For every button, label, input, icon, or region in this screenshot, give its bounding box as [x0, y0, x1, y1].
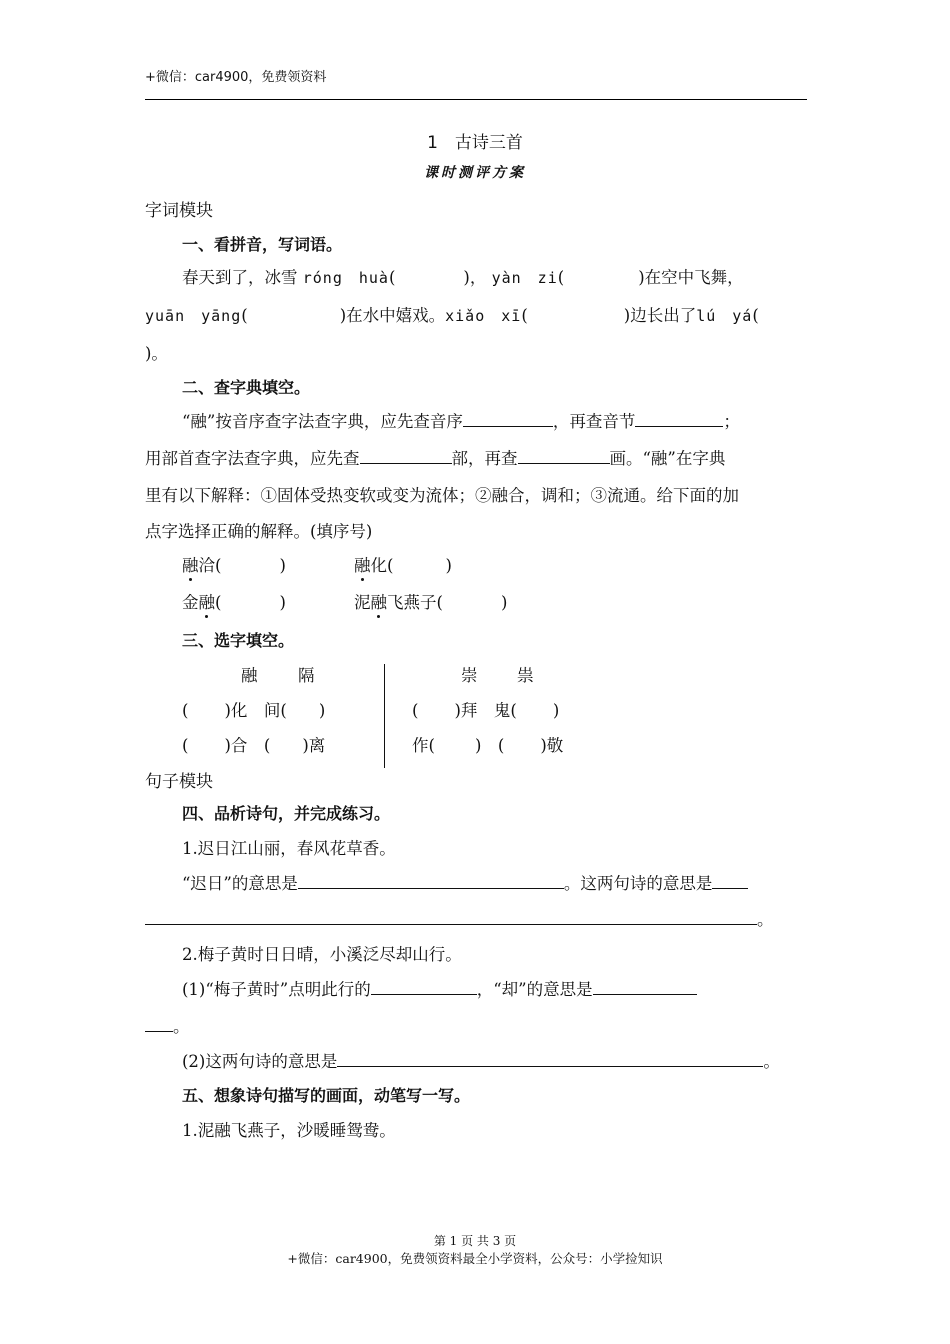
q3-text: 拜	[460, 701, 478, 720]
q3-text: 敬	[546, 736, 564, 755]
q2-item-4: 泥融飞燕子( )	[354, 593, 508, 612]
q4-title: 四、品析诗句，并完成练习。	[182, 804, 391, 823]
q4-blank-4[interactable]	[371, 978, 477, 995]
q1-title: 一、看拼音，写词语。	[182, 235, 343, 254]
q1-pinyin-1: róng huà	[302, 269, 389, 287]
q1-text-c: 在水中嬉戏。	[346, 306, 446, 325]
dotted-char: 融	[370, 593, 387, 612]
q4-line-2	[145, 906, 774, 930]
q1-line2: yuān yāng( )在水中嬉戏。xiǎo xī( )边长出了lú yá(	[145, 306, 759, 325]
page-number: 第 1 页 共 3 页	[433, 1234, 517, 1248]
q4-poem-2: 2.梅子黄时日日晴，小溪泛尽却山行。	[182, 945, 462, 964]
q4-text: ，“却”的意思是	[476, 980, 593, 999]
q2-text-d: 部，再查	[451, 449, 518, 468]
q4-text: 。	[173, 1017, 190, 1036]
q4-text: “迟日”的意思是	[182, 874, 298, 893]
q2-blank-2[interactable]	[635, 410, 723, 427]
q5-poem-1: 1.泥融飞燕子，沙暖睡鸳鸯。	[182, 1121, 396, 1140]
section-sentences: 句子模块	[145, 772, 213, 792]
dotted-char: 融	[182, 556, 199, 575]
q3-right-head-2: 祟	[517, 666, 534, 685]
q4-line-1	[182, 870, 748, 894]
footer-note: +微信：car4900，免费领资料最全小学资料，公众号：小学捡知识	[287, 1251, 663, 1266]
q2-line4: 点字选择正确的解释。(填序号)	[145, 522, 373, 541]
q3-left-head-2: 隔	[298, 666, 315, 685]
q3-text: 化	[230, 701, 248, 720]
q3-right-row-2: 作( ) ( )敬	[412, 736, 564, 755]
q1-pinyin-2: yàn zi	[491, 269, 558, 287]
header-note: +微信：car4900，免费领资料	[145, 70, 327, 85]
q2-text-b: ，再查音节	[552, 412, 636, 431]
q5-title: 五、想象诗句描写的画面，动笔写一写。	[182, 1086, 471, 1105]
q4-text: (1)“梅子黄时”点明此行的	[182, 980, 371, 999]
q3-text: 间	[263, 701, 281, 720]
q2-text-c: 用部首查字法查字典，应先查	[145, 449, 360, 468]
q4-line-5	[182, 1048, 780, 1072]
q3-title: 三、选字填空。	[182, 631, 295, 650]
page-title: 1 古诗三首	[427, 133, 523, 153]
q2-line3: 里有以下解释：①固体受热变软或变为流体；②融合，调和；③流通。给下面的加	[145, 486, 739, 505]
q4-line-3	[182, 976, 697, 1000]
q2-item-2: 融化( )	[354, 556, 452, 575]
q4-blank-5[interactable]	[593, 978, 697, 995]
q2-item-4-text-b: 飞燕子	[387, 593, 437, 612]
q3-right-row-1: ( )拜 鬼( )	[412, 701, 560, 720]
q2-item-3-text: 金	[182, 593, 199, 612]
q2-text-a: “融”按音序查字法查字典，应先查音序	[182, 412, 463, 431]
q2-blank-4[interactable]	[518, 447, 610, 464]
q4-text: (2)这两句诗的意思是	[182, 1052, 338, 1071]
q4-blank-1[interactable]	[298, 872, 564, 889]
q2-text-e: 画。“融”在字典	[609, 449, 726, 468]
q1-line3: )。	[145, 344, 168, 363]
q3-text: 合	[230, 736, 248, 755]
q2-item-4-text-a: 泥	[354, 593, 371, 612]
page-subtitle: 课时测评方案	[424, 165, 526, 181]
q2-item-1: 融洽( )	[182, 556, 286, 575]
q4-blank-7[interactable]	[337, 1050, 763, 1067]
section-words: 字词模块	[145, 201, 213, 221]
q1-pinyin-3: yuān yāng	[145, 307, 242, 325]
q2-line1: “融”按音序查字法查字典，应先查音序 ，再查音节 ；	[182, 412, 740, 431]
q4-blank-3[interactable]	[145, 908, 757, 925]
q3-left-row-2: ( )合 ( )离	[182, 736, 326, 755]
q1-pinyin-4: xiǎo xī	[445, 307, 522, 325]
q3-text: 鬼	[493, 701, 511, 720]
q4-poem-1: 1.迟日江山丽，春风花草香。	[182, 839, 396, 858]
q4-text: 。	[763, 1052, 780, 1071]
q3-text: 离	[308, 736, 326, 755]
dotted-char: 融	[354, 556, 371, 575]
q4-line-4	[145, 1013, 190, 1037]
q1-text-d: 边长出了	[630, 306, 697, 325]
dotted-char: 融	[198, 593, 215, 612]
q2-item-1-text: 洽	[198, 556, 215, 575]
q3-text: 作	[412, 736, 429, 755]
q3-divider	[384, 664, 385, 768]
q4-blank-2[interactable]	[712, 872, 748, 889]
q2-blank-1[interactable]	[463, 410, 553, 427]
q2-item-2-text: 化	[370, 556, 387, 575]
q1-text-a: 春天到了，冰雪	[182, 268, 298, 287]
q1-line1: 春天到了，冰雪 róng huà( )， yàn zi( )在空中飞舞，	[182, 268, 744, 287]
q4-text: 。这两句诗的意思是	[563, 874, 713, 893]
q2-title: 二、查字典填空。	[182, 378, 311, 397]
q3-left-head-1: 融	[241, 666, 258, 685]
q2-blank-3[interactable]	[360, 447, 452, 464]
q3-right-head-1: 崇	[461, 666, 478, 685]
q4-blank-6[interactable]	[145, 1015, 173, 1032]
q3-left-row-1: ( )化 间( )	[182, 701, 326, 720]
q1-text-b: 在空中飞舞，	[644, 268, 744, 287]
q4-text: 。	[757, 910, 774, 929]
q2-line2	[145, 445, 725, 469]
q1-pinyin-5: lú yá	[696, 307, 753, 325]
q2-item-3: 金融( )	[182, 593, 286, 612]
header-rule	[145, 99, 807, 100]
